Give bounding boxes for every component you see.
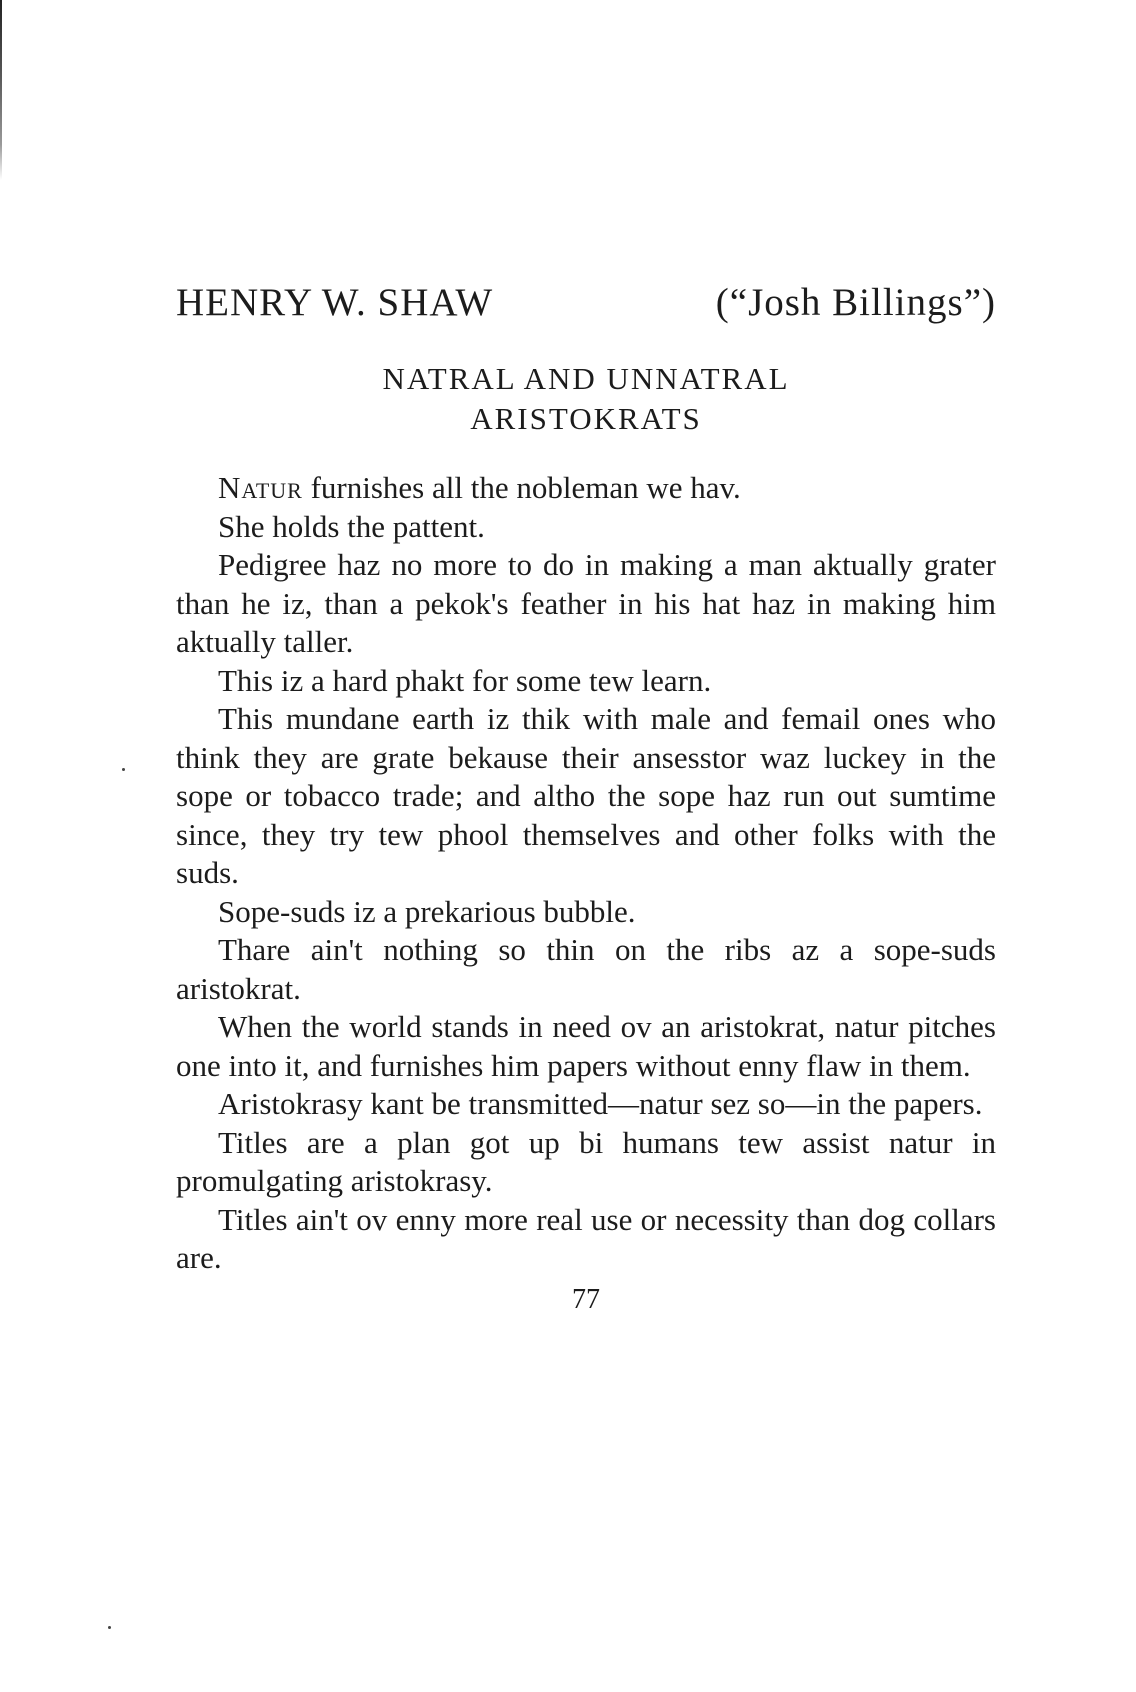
essay-title-line-2: ARISTOKRATS [470,401,702,436]
essay-title [176,359,996,439]
essay-title-line-1: NATRAL AND UNNATRAL [382,361,790,396]
page-number: 77 [572,1283,600,1315]
author-heading [176,280,996,325]
scan-speck [122,768,125,771]
paragraph-lead-word: Natur [218,470,303,505]
author-pseudonym: (“Josh Billings”) [715,281,996,324]
paragraph: Sope-suds iz a prekarious bubble. [218,893,636,929]
paragraph: Thare ain't nothing so thin on the ribs az a sope-suds aristokrat. [176,932,996,1006]
paragraph-text: furnishes all the nobleman we hav. [302,470,741,505]
essay-body [176,469,996,1278]
paragraph: Aristokrasy kant be transmitted—natur sez so—in the papers. [218,1086,983,1121]
paragraph: Titles ain't ov enny more real use or necessity than dog collars are. [176,1201,996,1275]
scan-speck [108,1626,111,1629]
paragraph: When the world stands in need ov an aristokrat, natur pitches one into it, and furnishes him papers without enny flaw in them. [176,1009,996,1083]
book-page [176,280,996,1316]
scan-edge-shadow [0,0,2,180]
paragraph: Titles are a plan got up bi humans tew assist natur in promulgating aristokrasy. [176,1124,996,1198]
paragraph: She holds the pattent. [218,508,485,544]
paragraph: This iz a hard phakt for some tew learn. [218,662,712,698]
paragraph: Pedigree haz no more to do in making a man aktually grater than he iz, than a pekok's feather in his hat haz in making him aktually taller. [176,547,996,659]
paragraph: This mundane earth iz thik with male and femail ones who think they are grate bekause their ansesstor waz luckey in the sope or tobacco trade; and altho the sope haz run out sumtime since, they try tew phool themselves and other folks with the suds. [176,701,996,890]
author-name: HENRY W. SHAW [176,281,494,324]
paragraph [176,469,996,508]
